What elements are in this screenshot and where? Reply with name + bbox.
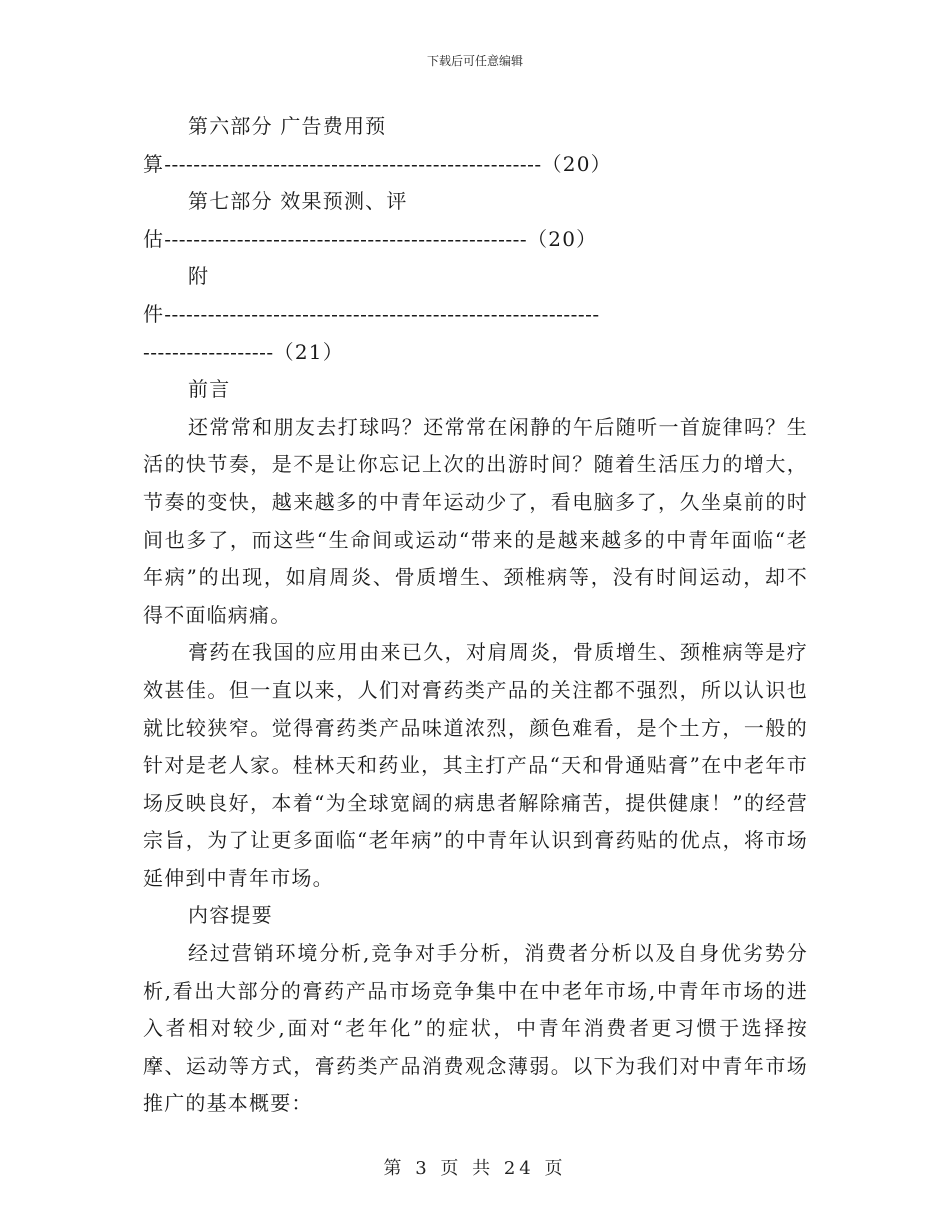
toc-item-7-leader (143, 221, 808, 259)
toc-appendix-dashes-1: ------------------------------------------------------------ (164, 301, 600, 326)
toc-appendix-title: 附 (188, 264, 210, 289)
toc-item-6-tail: 算 (143, 151, 165, 176)
toc-appendix-page: （21） (273, 339, 344, 364)
toc-appendix-leader (143, 296, 808, 334)
toc-item-6-title: 第六部分 广告费用预 (188, 114, 387, 138)
toc-item-6-dashes: ---------------------------------------------------- (164, 151, 542, 176)
preface-heading: 前言 (188, 377, 231, 402)
summary-paragraph-1: 经过营销环境分析,竞争对手分析，消费者分析以及自身优劣势分析,看出大部分的膏药产品市场竞争集中在中老年市场,中青年市场的进入者相对较少,面对“老年化”的症状，中青年消费者更习惯于选择按摩、运动等方式，膏药类产品消费观念薄弱。以下为我们对中青年市场推广的基本概要： (143, 941, 808, 1116)
toc-item-7-page: （20） (527, 226, 598, 251)
document-body (143, 108, 808, 1123)
preface-paragraph-1: 还常常和朋友去打球吗？还常常在闲静的午后随听一首旋律吗？生活的快节奏，是不是让你忘记上次的出游时间？随着生活压力的增大，节奏的变快，越来越多的中青年运动少了，看电脑多了，久坐桌前的时间也多了，而这些“生命间或运动“带来的是越来越多的中青年面临“老年病”的出现，如肩周炎、骨质增生、颈椎病等，没有时间运动，却不得不面临病痛。 (143, 414, 808, 627)
toc-item-6-leader (143, 146, 808, 184)
toc-item-7-tail: 估 (143, 226, 165, 251)
toc-item-6-page: （20） (541, 151, 612, 176)
summary-heading: 内容提要 (188, 903, 273, 928)
toc-appendix-tail: 件 (143, 301, 165, 326)
toc-appendix-dashes-2: ------------------ (143, 339, 274, 364)
page-footer: 第 3 页 共 24 页 (383, 1158, 567, 1179)
page-header: 下载后可任意编辑 (426, 54, 523, 68)
toc-item-7-title: 第七部分 效果预测、评 (188, 189, 408, 214)
toc-appendix-leader-2 (143, 334, 808, 372)
preface-paragraph-2: 膏药在我国的应用由来已久，对肩周炎，骨质增生、颈椎病等是疗效甚佳。但一直以来，人们对膏药类产品的关注都不强烈，所以认识也就比较狭窄。觉得膏药类产品味道浓烈，颜色难看，是个土方，一般的针对是老人家。桂林天和药业，其主打产品“天和骨通贴膏”在中老年市场反映良好，本着“为全球宽阔的病患者解除痛苦，提供健康！”的经营宗旨，为了让更多面临“老年病”的中青年认识到膏药贴的优点，将市场延伸到中青年市场。 (143, 640, 808, 890)
toc-item-7-dashes: -------------------------------------------------- (164, 226, 528, 251)
